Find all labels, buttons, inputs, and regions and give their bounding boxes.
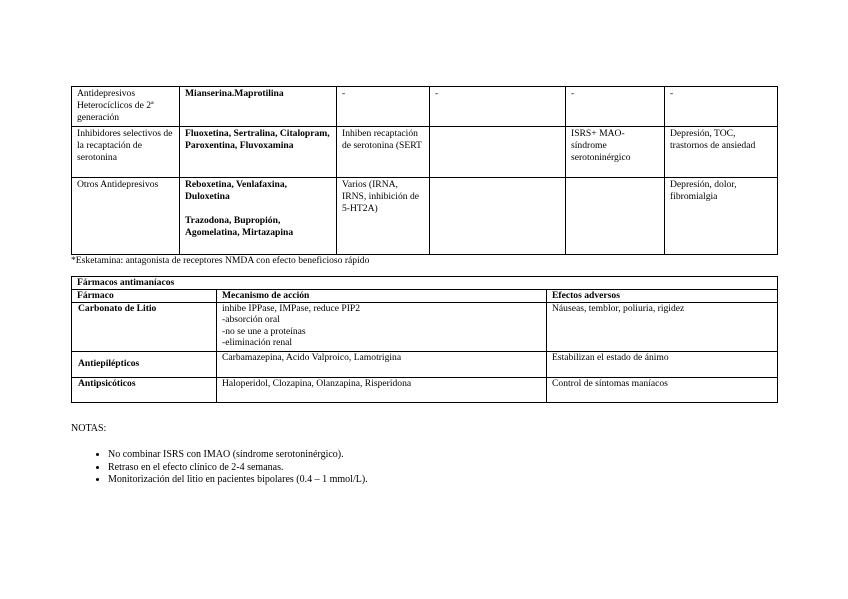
mechanism-cell: Varios (IRNA, IRNS, inhibición de 5-HT2A) [337,178,430,255]
table-title: Fármacos antimaníacos [72,277,778,290]
table-cell: - [430,87,566,127]
list-item: • Retraso en el efecto clínico de 2-4 semanas. [108,462,368,475]
mechanism-line: -eliminación renal [222,337,293,348]
table-row [72,351,778,377]
mechanism-cell: - [337,87,430,127]
drugs-line: Reboxetina, Venlafaxina, Duloxetina [185,179,288,202]
drug-cell: Carbonato de Litio [72,302,217,351]
column-header: Efectos adversos [547,290,778,303]
antimanic-drugs-table [71,276,778,403]
table-cell: ISRS+ MAO- síndrome serotoninérgico [566,127,665,178]
notes-list [90,449,368,487]
table-cell: Depresión, TOC, trastornos de ansiedad [665,127,778,178]
mechanism-line: -no se une a proteínas [222,325,306,337]
table-cell [430,178,566,255]
effects-cell: Náuseas, temblor, poliuria, rigidez [547,302,778,351]
table-row [72,302,778,351]
drugs-cell [180,178,337,255]
footnote: *Esketamina: antagonista de receptores NMDA con efecto beneficioso rápido [71,255,370,266]
drug-cell: Antiepilépticos [72,351,217,377]
drug-group-cell: Antidepresivos Heterocíclicos de 2ª generación [72,87,180,127]
drugs-line: Trazodona, Bupropión, Agomelatina, Mirtazapina [185,215,294,238]
table-row [72,87,778,127]
drug-cell: Antipsicóticos [72,377,217,402]
mechanism-cell: Inhiben recaptación de serotonina (SERT [337,127,430,178]
drugs-cell: Mianserina.Maprotilina [180,87,337,127]
list-item: • No combinar ISRS con IMAO (síndrome serotoninérgico). [108,449,368,462]
mechanism-cell: Haloperidol, Clozapina, Olanzapina, Risperidona [217,377,547,402]
mechanism-cell [217,302,547,351]
table-header-row [72,290,778,303]
mechanism-cell: Carbamazepina, Acido Valproico, Lamotrigina [217,351,547,377]
table-row [72,377,778,402]
drugs-cell: Fluoxetina, Sertralina, Citalopram, Paroxentina, Fluvoxamina [180,127,337,178]
effects-cell: Estabilizan el estado de ánimo [547,351,778,377]
table-cell: - [665,87,778,127]
mechanism-line: inhibe IPPase, IMPase, reduce PIP2 [222,302,361,314]
table-row [72,178,778,255]
list-item: • Monitorización del litio en pacientes bipolares (0.4 – 1 mmol/L). [108,474,368,487]
effects-cell: Control de síntomas maníacos [547,377,778,402]
table-row [72,127,778,178]
column-header: Mecanismo de acción [217,290,547,303]
table-cell [566,178,665,255]
table-cell: Depresión, dolor, fibromialgia [665,178,778,255]
table-cell: - [566,87,665,127]
antidepressants-table [71,86,778,255]
drug-group-cell: Inhibidores selectivos de la recaptación de serotonina [72,127,180,178]
drug-group-cell: Otros Antidepresivos [72,178,180,255]
mechanism-line: -absorción oral [222,314,280,325]
column-header: Fármaco [72,290,217,303]
table-title-row [72,277,778,290]
table-cell [430,127,566,178]
notes-heading: NOTAS: [71,423,107,434]
